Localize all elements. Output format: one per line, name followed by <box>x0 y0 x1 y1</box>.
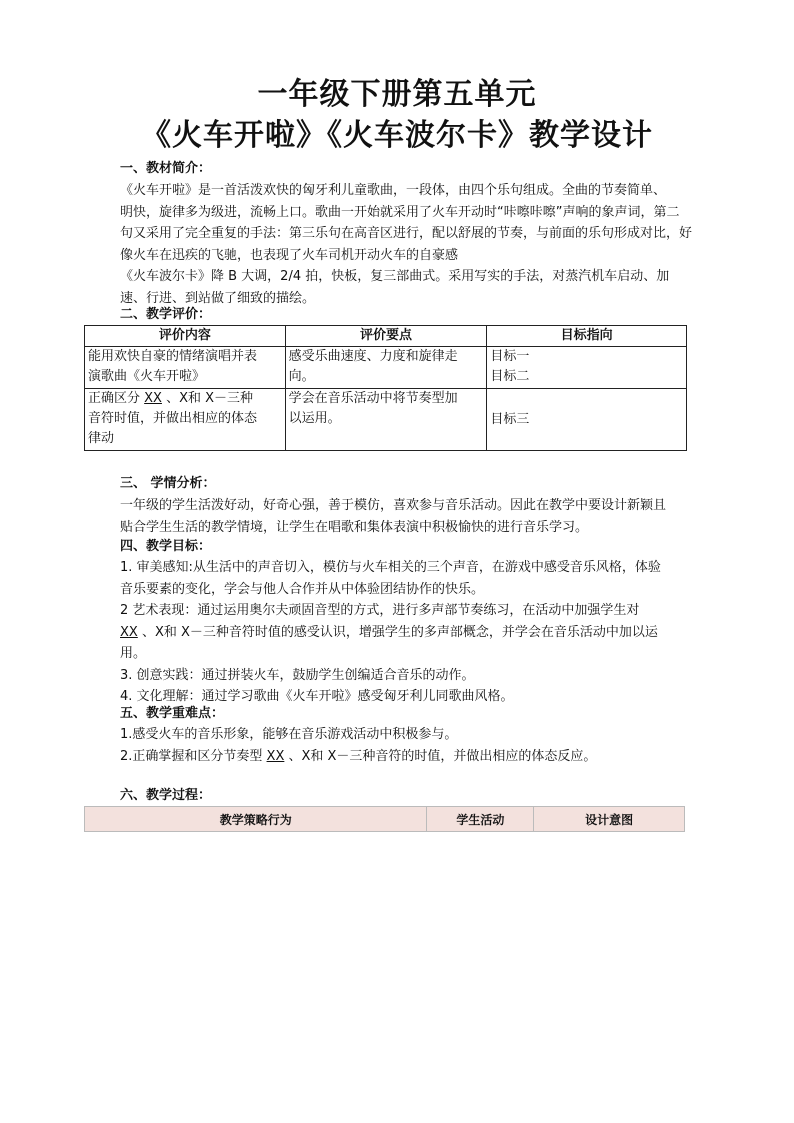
cell-line: 能用欢快自豪的情绪演唱并表 <box>88 349 258 364</box>
objectives-list <box>120 557 708 708</box>
table-cell <box>85 347 286 389</box>
cell-line: 向。 <box>288 369 315 384</box>
cell-text: 正确区分 <box>88 391 145 406</box>
table-cell <box>285 347 487 389</box>
table-header-cell: 学生活动 <box>427 807 534 832</box>
text-line: 速、行进、到站做了细致的描绘。 <box>120 290 316 306</box>
cell-line: 律动 <box>88 431 115 446</box>
text-line: 1. 审美感知:从生活中的声音切入，模仿与火车相关的三个声音，在游戏中感受音乐风格，体验 <box>120 560 661 575</box>
text-line: 句又采用了完全重复的手法：第三乐句在高音区进行，配以舒展的节奏，与前面的乐句形成对比，好 <box>120 226 693 241</box>
text-line: 明快，旋律多为级进，流畅上口。歌曲一开始就采用了火车开动时“咔嚓咔嚓”声响的象声词，第二 <box>120 204 680 220</box>
section-heading-materials: 一、教材简介： <box>120 161 212 176</box>
cell-line: 学会在音乐活动中将节奏型加 <box>288 391 458 406</box>
table-cell <box>85 389 286 451</box>
cell-line <box>88 389 282 409</box>
materials-paragraph <box>120 180 708 309</box>
evaluation-table <box>84 325 687 451</box>
section-heading-process: 六、教学过程： <box>120 788 212 803</box>
text-line: 像火车在迅疾的飞驰，也表现了火车司机开动火车的自豪感 <box>120 247 459 263</box>
text-line <box>120 746 708 768</box>
section-heading-learner-analysis: 三、 学情分析： <box>120 476 216 491</box>
text-span: 、X和 X－三种音符时值的感受认识，增强学生的多声部概念，并学会在音乐活动中加以运 <box>137 624 658 640</box>
text-line: 2 艺术表现：通过运用奥尔夫顽固音型的方式，进行多声部节奏练习，在活动中加强学生对 <box>120 603 640 618</box>
text-line: 音乐要素的变化，学会与他人合作并从中体验团结协作的快乐。 <box>120 581 485 597</box>
table-header-row <box>85 326 687 347</box>
text-span: 、X和 X－三种音符的时值，并做出相应的体态反应。 <box>284 748 597 764</box>
table-row <box>85 347 687 389</box>
document-title-line2: 《火车开啦》《火车波尔卡》教学设计 <box>141 118 653 153</box>
text-line: 3. 创意实践：通过拼装火车，鼓励学生创编适合音乐的动作。 <box>120 667 475 683</box>
text-line <box>120 622 708 644</box>
text-line: 用。 <box>120 646 147 661</box>
table-header-cell: 教学策略行为 <box>85 807 427 832</box>
section-heading-objectives: 四、教学目标： <box>120 539 212 554</box>
text-line: 贴合学生生活的教学情境，让学生在唱歌和集体表演中积极愉快的进行音乐学习。 <box>120 519 589 535</box>
text-line: 1.感受火车的音乐形象，能够在音乐游戏活动中积极参与。 <box>120 727 458 742</box>
text-line: 4. 文化理解：通过学习歌曲《火车开啦》感受匈牙利儿同歌曲风格。 <box>120 689 514 704</box>
rhythm-notation: XX <box>144 391 162 406</box>
text-line: 一年级的学生活泼好动，好奇心强，善于模仿，喜欢参与音乐活动。因此在教学中要设计新颖且 <box>120 498 667 513</box>
table-row <box>85 389 687 451</box>
table-cell <box>285 389 487 451</box>
cell-line: 演歌曲《火车开啦》 <box>88 369 206 384</box>
cell-line: 以运用。 <box>288 411 341 426</box>
learner-analysis-paragraph <box>120 495 708 538</box>
cell-line: 感受乐曲速度、力度和旋律走 <box>288 349 458 364</box>
table-cell <box>487 347 687 389</box>
table-header-cell: 评价内容 <box>85 326 286 347</box>
cell-line: 音符时值，并做出相应的体态 <box>88 411 258 426</box>
text-line: 《火车开啦》是一首活泼欢快的匈牙利儿童歌曲，一段体，由四个乐句组成。全曲的节奏简单、 <box>120 183 667 198</box>
cell-text: 、X和 X－三种 <box>161 391 254 406</box>
section-heading-evaluation: 二、教学评价： <box>120 307 212 322</box>
table-cell <box>487 389 687 451</box>
rhythm-notation: XX <box>266 748 285 764</box>
rhythm-notation: XX <box>120 624 138 640</box>
table-header-row <box>85 807 685 832</box>
cell-line: 目标三 <box>490 411 530 427</box>
process-table <box>84 806 685 832</box>
document-title-line1: 一年级下册第五单元 <box>257 77 537 112</box>
text-span: 2.正确掌握和区分节奏型 <box>120 748 267 764</box>
text-line: 《火车波尔卡》降 B 大调，2/4 拍，快板，复三部曲式。采用写实的手法，对蒸汽机车启动、加 <box>120 269 670 284</box>
table-header-cell: 设计意图 <box>534 807 685 832</box>
table-header-cell: 评价要点 <box>285 326 487 347</box>
cell-line: 目标二 <box>490 369 530 384</box>
section-heading-key-points: 五、教学重难点： <box>120 706 225 721</box>
cell-line: 目标一 <box>490 349 530 364</box>
key-points-list <box>120 724 708 767</box>
table-header-cell: 目标指向 <box>487 326 687 347</box>
